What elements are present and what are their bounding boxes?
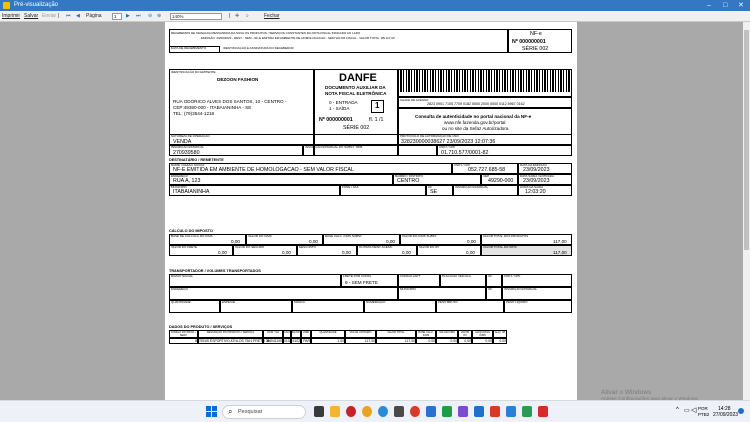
preview-toolbar — [0, 11, 750, 22]
danfe-tipo: 1 — [375, 101, 380, 110]
canhoto-nfe: NF-e — [530, 31, 542, 37]
danfe-entrada: 0 - ENTRADA — [329, 100, 358, 105]
transp-especie-label: ESPÉCIE — [222, 300, 236, 304]
dest-cnpj: 052.727.685-58 — [468, 167, 506, 173]
app-icon-1[interactable] — [394, 406, 404, 417]
input-language[interactable]: POR — [698, 406, 708, 411]
danfe-series: SÉRIE 002 — [343, 125, 370, 131]
seguro-label: VALOR DO SEGURO — [235, 245, 265, 249]
table-row-value: 5102 — [292, 338, 300, 343]
watermark-title: Ativar o Windows — [601, 389, 652, 396]
protocolo-value: 328230000038627 23/09/2023 12:07:36 — [401, 139, 496, 145]
edge-icon[interactable] — [378, 406, 388, 417]
dest-uf-label: UF — [428, 185, 432, 189]
dest-emissao-label: DATA DA EMISSÃO — [520, 163, 547, 167]
canhoto-series: SÉRIE 002 — [522, 46, 549, 52]
app-icon-4[interactable] — [442, 406, 452, 417]
window-title: Pré-visualização — [14, 2, 59, 8]
base-st: 0,00 — [386, 239, 395, 244]
dest-municipio: ITABAIANINHA — [173, 189, 210, 195]
network-icon[interactable]: ▭ — [684, 408, 690, 414]
emitente-tel: TEL: (79)3544-1218 — [173, 111, 215, 116]
task-view-icon[interactable] — [314, 406, 324, 417]
next-page-icon[interactable]: ▶ — [126, 13, 130, 19]
products-header-label: UNID — [302, 331, 310, 334]
table-row-value: 8 — [195, 338, 197, 343]
valor-st-label: VALOR DO ICMS SUBST. — [402, 234, 437, 238]
scrollbar-thumb[interactable] — [744, 30, 749, 250]
base-st-label: BASE CÁLC. ICMS SUBST. — [325, 234, 363, 238]
valor-icms-label: VALOR DO ICMS — [248, 234, 272, 238]
canhoto-sign-label: IDENTIFICAÇÃO E ASSINATURA DO RECEBEDOR — [223, 46, 294, 50]
transp-cnpj-label: CNPJ / CPF — [504, 274, 521, 278]
frete: 0,00 — [218, 250, 227, 255]
ipi: 0,00 — [466, 250, 475, 255]
ie-st-label: INSCRIÇÃO ESTADUAL DO SUBST. TRIB. — [305, 145, 364, 149]
zoom-select[interactable]: 140% — [170, 13, 222, 20]
find-icon[interactable]: ⌕ — [246, 13, 249, 19]
table-row-value: 0,00 — [499, 338, 506, 343]
products-header-label: NCM / SH — [267, 331, 279, 334]
transp-ie-label: INSCRIÇÃO ESTADUAL — [504, 287, 538, 291]
ie-label: INSCRIÇÃO ESTADUAL — [171, 145, 205, 149]
products-header-label: CÓDIGO DO PROD. / SERV. — [170, 331, 197, 337]
dest-bairro: CENTRO — [397, 178, 420, 184]
total-nota: 117,00 — [553, 250, 567, 255]
dest-hora-label: HORA DA SAÍDA — [520, 185, 544, 189]
base-icms-label: BASE DE CÁLCULO DO ICMS — [171, 234, 213, 238]
clock-time[interactable]: 14:28 — [718, 406, 731, 412]
transp-placa-label: PLACA DO VEÍCULO — [442, 274, 472, 278]
base-icms: 0,00 — [231, 239, 240, 244]
notification-icon[interactable] — [738, 408, 744, 414]
chave-label: CHAVE DE ACESSO — [400, 98, 429, 102]
valor-icms: 0,00 — [309, 239, 318, 244]
natureza-value: VENDA — [173, 139, 192, 145]
table-row-value: 117,00 — [404, 338, 415, 343]
transp-frete-label: FRETE POR CONTA — [343, 274, 372, 278]
transp-endereco-label: ENDEREÇO — [171, 287, 189, 291]
imposto-section: CÁLCULO DO IMPOSTO — [169, 229, 213, 233]
danfe-sub2: NOTA FISCAL ELETRÔNICA — [325, 91, 387, 96]
desconto: 0,00 — [342, 250, 351, 255]
dest-hora: 12:03:20 — [525, 189, 546, 195]
tray-chevron-icon[interactable]: ^ — [676, 407, 679, 413]
save-button[interactable]: Salvar — [24, 13, 39, 19]
clock-date[interactable]: 27/09/2023 — [713, 412, 739, 418]
table-row-value: 0,00 — [464, 338, 471, 343]
emitente-name: DEZOON FASHION — [217, 77, 259, 82]
input-layout[interactable]: PTB2 — [698, 412, 710, 417]
dest-municipio-label: MUNICÍPIO — [171, 185, 187, 189]
canhoto-issue-line: EMISSÃO: 23/09/2023 - DEST. : SEM - NF-E EMITIDA EM AMBIENTE DE HOMOLOGACAO - SEM VALOR FISCAL - VALOR TOTAL: R$ 117,00 — [201, 36, 395, 40]
products-header-label: VALOR UNITÁRIO — [349, 331, 372, 334]
dest-cep-label: CEP — [483, 174, 490, 178]
dest-endereco-cell — [169, 174, 393, 185]
outras-label: OUTRAS DESP. ACESS. — [359, 245, 393, 249]
valor-st: 0,00 — [467, 239, 476, 244]
produtos-section: DADOS DO PRODUTO / SERVIÇOS — [169, 325, 233, 329]
frete-label: VALOR DO FRETE — [171, 245, 197, 249]
ie-value: 270939580 — [173, 150, 200, 156]
print-button[interactable]: Imprimir — [2, 13, 21, 19]
app-icon-3[interactable] — [426, 406, 436, 417]
app-icon — [3, 2, 10, 9]
emitente-address: RUA ODORICO ALVES DOS SANTOS, 10 - CENTRO - — [173, 99, 287, 104]
pan-tool-icon[interactable]: ✛ — [235, 13, 240, 19]
maximize-button[interactable]: □ — [723, 2, 728, 9]
app-icon-7[interactable] — [490, 406, 500, 417]
transp-marca-label: MARCA — [294, 300, 305, 304]
transp-antt-label: CÓDIGO ANTT — [400, 274, 421, 278]
products-header-label: QUANTIDADE — [319, 331, 337, 334]
transp-peso-liq-label: PESO LÍQUIDO — [506, 300, 528, 304]
danfe-number: Nº 000000001 — [319, 117, 353, 123]
windows-taskbar — [0, 400, 750, 422]
dest-saida-label: DATA SAÍDA / ENTRADA — [520, 174, 554, 178]
products-header-label: CFOP — [292, 331, 300, 334]
total-nota-label: VALOR TOTAL DA NOTA — [483, 245, 517, 249]
products-header-label: VALOR TOTAL — [387, 331, 405, 334]
minimize-button[interactable]: – — [707, 2, 711, 9]
first-page-icon[interactable]: ⏮ — [66, 13, 71, 19]
canhoto-number: Nº 000000001 — [512, 39, 546, 45]
transp-razao-label: RAZÃO SOCIAL — [171, 274, 194, 278]
dest-cnpj-label: CNPJ / CPF — [454, 163, 471, 167]
transp-municipio-label: MUNICÍPIO — [400, 287, 416, 291]
products-header-label: BASE CÁLC. ICMS — [418, 331, 434, 337]
products-header-label: CSOSN — [284, 331, 294, 334]
volume-icon[interactable]: ◁ — [691, 407, 697, 414]
emitente-cep: CEP:49390-000 - ITABAIANINHA - SE — [173, 105, 252, 110]
destinatario-section: DESTINATÁRIO / REMETENTE — [169, 158, 224, 162]
dest-name-label: NOME / RAZÃO SOCIAL — [171, 163, 205, 167]
danfe-folha: fl. 1 /1 — [369, 117, 384, 123]
consulta-line2: www.nfe.fazenda.gov.br/portal — [444, 120, 506, 125]
dest-cep: 49290-000 — [488, 178, 514, 184]
last-page-icon[interactable]: ⏭ — [136, 13, 141, 19]
transp-numeracao-label: NUMERAÇÃO — [366, 300, 386, 304]
dest-name: NF-E EMITIDA EM AMBIENTE DE HOMOLOGACAO - SEM VALOR FISCAL — [173, 167, 354, 173]
emitente-label: IDENTIFICAÇÃO DO EMITENTE — [171, 70, 216, 74]
window-title-bar — [0, 0, 750, 11]
app-icon-5[interactable] — [458, 406, 468, 417]
app-icon-2[interactable] — [410, 406, 420, 417]
cnpj-value: 01.710.577/0001-82 — [441, 150, 489, 156]
zoom-in-icon[interactable]: ⊕ — [157, 13, 162, 19]
transp-frete: 9 - SEM FRETE — [345, 280, 378, 285]
dest-ie-label: INSCRIÇÃO ESTADUAL — [455, 185, 489, 189]
toolbar-separator: | — [58, 13, 60, 19]
preview-viewport[interactable] — [0, 22, 743, 400]
table-row-value: 0,00 — [428, 338, 435, 343]
barcode — [398, 70, 572, 92]
consulta-line1: Consulta de autenticidade no portal nacional da NF-e — [415, 114, 532, 119]
send-button[interactable]: Enviar — [42, 13, 57, 19]
toolbar-separator: | — [229, 13, 231, 19]
transp-endereco-cell — [169, 287, 398, 300]
natureza-label: NATUREZA DE OPERAÇÃO — [171, 134, 210, 138]
danfe-title: DANFE — [339, 72, 377, 84]
total-prod-label: VALOR TOTAL DOS PRODUTOS — [483, 234, 529, 238]
close-button[interactable]: Fechar — [264, 13, 280, 19]
dest-uf: SE — [430, 189, 438, 195]
table-row-value: 117,00 — [364, 338, 375, 343]
cnpj-label: CNPJ / CPF — [439, 145, 456, 149]
canhoto-received-text: RECEBEMOS DE KEINALDA MESSANDRA DA SILVA OS PRODUTOS / SERVIÇOS CONSTANTES DA NOTA FISCAL INDICADO AO LADO — [171, 31, 361, 35]
dest-bairro-label: BAIRRO / DISTRITO — [395, 174, 423, 178]
danfe-page — [165, 22, 577, 400]
app-icon-6[interactable] — [474, 406, 484, 417]
table-row-value: 64041100 — [267, 338, 282, 343]
file-explorer-icon[interactable] — [330, 406, 340, 417]
danfe-sub1: DOCUMENTO AUXILIAR DA — [325, 85, 386, 90]
vertical-scrollbar[interactable] — [743, 22, 750, 400]
table-row-value: TENIS ESPORTIVO ATHLOS 7501 PRETO 38 — [199, 338, 270, 343]
opera-icon[interactable] — [346, 406, 356, 417]
table-row-value: PAR — [303, 338, 310, 343]
page-number-input[interactable]: 1 — [112, 13, 122, 20]
search-box[interactable] — [222, 405, 306, 419]
ipi-label: VALOR DO IPI — [419, 245, 439, 249]
dest-saida: 23/09/2023 — [523, 178, 550, 184]
transp-razao-cell — [169, 274, 341, 287]
products-header-label: VALOR IPI — [460, 331, 470, 337]
transp-uf2-label: UF — [488, 287, 492, 291]
dest-fone-label: FONE / FAX — [342, 185, 359, 189]
outras: 0,00 — [402, 250, 411, 255]
app-icon-10[interactable] — [538, 406, 548, 417]
protocolo-label: PROTOCOLO DE AUTORIZAÇÃO DE USO — [400, 134, 459, 138]
prev-page-icon[interactable]: ◀ — [76, 13, 80, 19]
table-row-value: 1,00 — [337, 338, 344, 343]
table-row-value: 0102 — [284, 338, 292, 343]
desconto-label: DESCONTO — [299, 245, 316, 249]
zoom-out-icon[interactable]: ⊖ — [148, 13, 153, 19]
dest-emissao: 23/09/2023 — [523, 167, 550, 173]
chrome-icon[interactable] — [362, 406, 372, 417]
dest-endereco: RUA A, 123 — [173, 178, 201, 184]
products-header-label: ALÍQUOTAS ICMS — [475, 331, 490, 337]
dest-endereco-label: ENDEREÇO — [171, 174, 189, 178]
seguro: 0,00 — [282, 250, 291, 255]
transporte-section: TRANSPORTADOR / VOLUMES TRANSPORTADOS — [169, 269, 261, 273]
products-header-label: DESCRIÇÃO DO PRODUTO / SERVIÇO — [206, 331, 255, 334]
table-row-value: 0,00 — [485, 338, 492, 343]
transp-peso-bruto-label: PESO BRUTO — [438, 300, 458, 304]
products-header-label: VALOR ICMS — [439, 331, 455, 334]
transp-uf-label: UF — [488, 274, 492, 278]
app-icon-8[interactable] — [506, 406, 516, 417]
close-window-button[interactable]: ✕ — [738, 2, 744, 9]
transp-qtd-label: QUANTIDADE — [171, 300, 191, 304]
app-icon-9[interactable] — [522, 406, 532, 417]
search-placeholder: Pesquisar — [238, 409, 263, 415]
products-header-label: ALÍQ. IPI — [494, 331, 506, 334]
danfe-saida: 1 - SAÍDA — [329, 106, 350, 111]
consulta-line3: ou no site da Sefaz Autorizadora — [442, 126, 509, 131]
total-prod: 117,00 — [553, 239, 567, 244]
chave-value: 2823 0901 7105 7709 0182 5500 2000 0000 0112 5967 0162 — [427, 102, 525, 106]
search-icon: ⌕ — [228, 407, 233, 416]
table-row-value: 0,00 — [450, 338, 457, 343]
page-label: Página — [86, 13, 102, 19]
start-button[interactable] — [206, 406, 217, 417]
canhoto-date-label: DATA DE RECEBIMENTO — [171, 46, 207, 50]
